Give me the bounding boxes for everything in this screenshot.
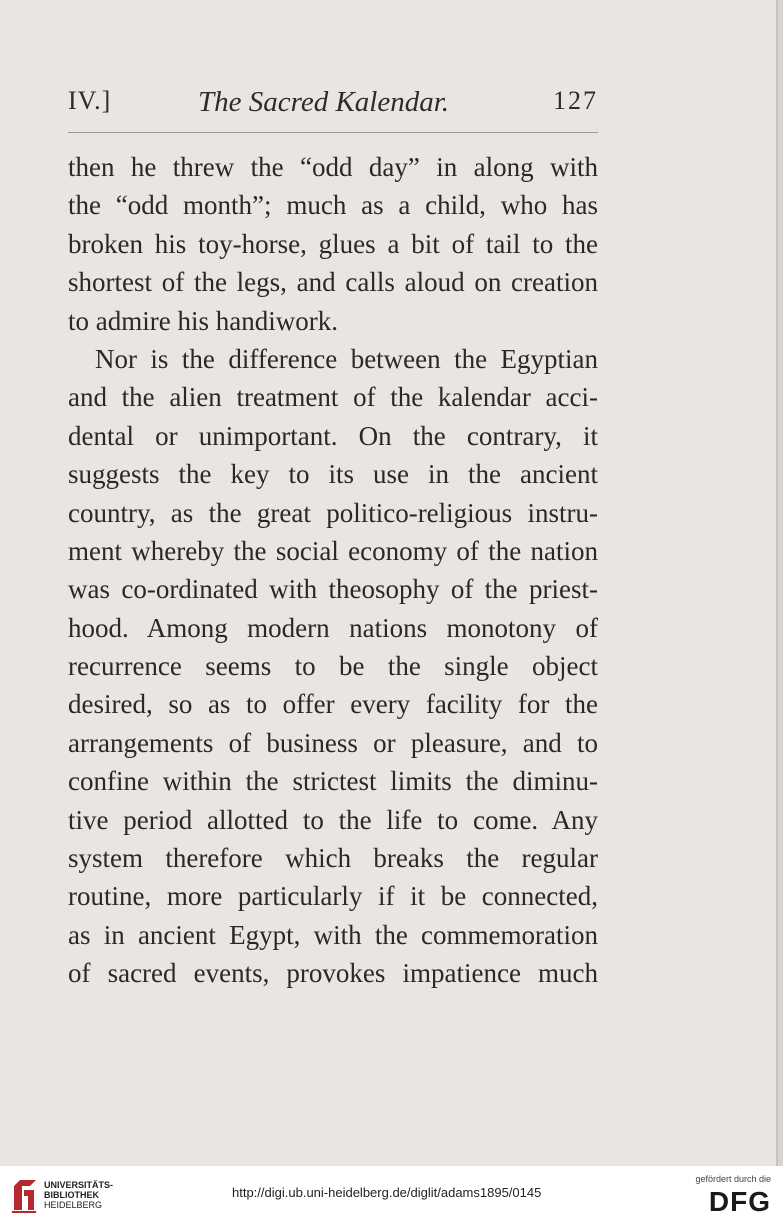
text-line: hood. Among modern nations monotony of [68,612,598,643]
text-line: desired, so as to offer every facility for the [68,689,598,720]
library-name-line1: UNIVERSITÄTS- [44,1180,114,1190]
page-number: 127 [553,86,598,115]
text-line: was co-ordinated with theosophy of the priest- [68,574,598,605]
text-line: tive period allotted to the life to come. Any [68,804,598,835]
text-line: confine within the strictest limits the diminu- [68,766,598,797]
text-line: recurrence seems to be the single object [68,651,598,682]
text-line: shortest of the legs, and calls aloud on creation [68,267,598,298]
library-logo[interactable] [10,1176,140,1216]
library-name-line2: BIBLIOTHEK [44,1190,99,1200]
body-text [68,148,598,993]
text-line: suggests the key to its use in the ancient [68,459,598,490]
text-line: of sacred events, provokes impatience much [68,958,598,989]
text-line: broken his toy-horse, glues a bit of tail to the [68,228,598,259]
viewer-footer [0,1166,783,1223]
dfg-logo[interactable]: DFG [708,1186,771,1217]
text-line: country, as the great politico-religious instru- [68,497,598,528]
text-line: then he threw the “odd day” in along with [68,152,598,182]
text-line: the “odd month”; much as a child, who has [68,190,598,221]
text-line: routine, more particularly if it be connected, [68,881,598,912]
text-line: Nor is the difference between the Egyptian [95,343,598,374]
text-line: to admire his handiwork. [68,305,338,336]
text-line: ment whereby the social economy of the nation [68,535,598,566]
library-emblem-icon [10,1176,40,1216]
permalink-url[interactable]: http://digi.ub.uni-heidelberg.de/diglit/adams1895/0145 [232,1185,542,1200]
text-line: and the alien treatment of the kalendar acci- [68,382,598,413]
running-title: The Sacred Kalendar. [198,86,450,118]
funder-caption: gefördert durch die [695,1174,771,1184]
library-name-line3: HEIDELBERG [44,1200,103,1210]
header-rule [68,132,598,133]
text-line: dental or unimportant. On the contrary, it [68,420,598,451]
running-header [68,86,598,122]
text-line: as in ancient Egypt, with the commemoration [68,919,598,950]
text-line: system therefore which breaks the regular [68,843,598,874]
chapter-number: IV.] [68,86,112,115]
text-line: arrangements of business or pleasure, and to [68,727,598,758]
